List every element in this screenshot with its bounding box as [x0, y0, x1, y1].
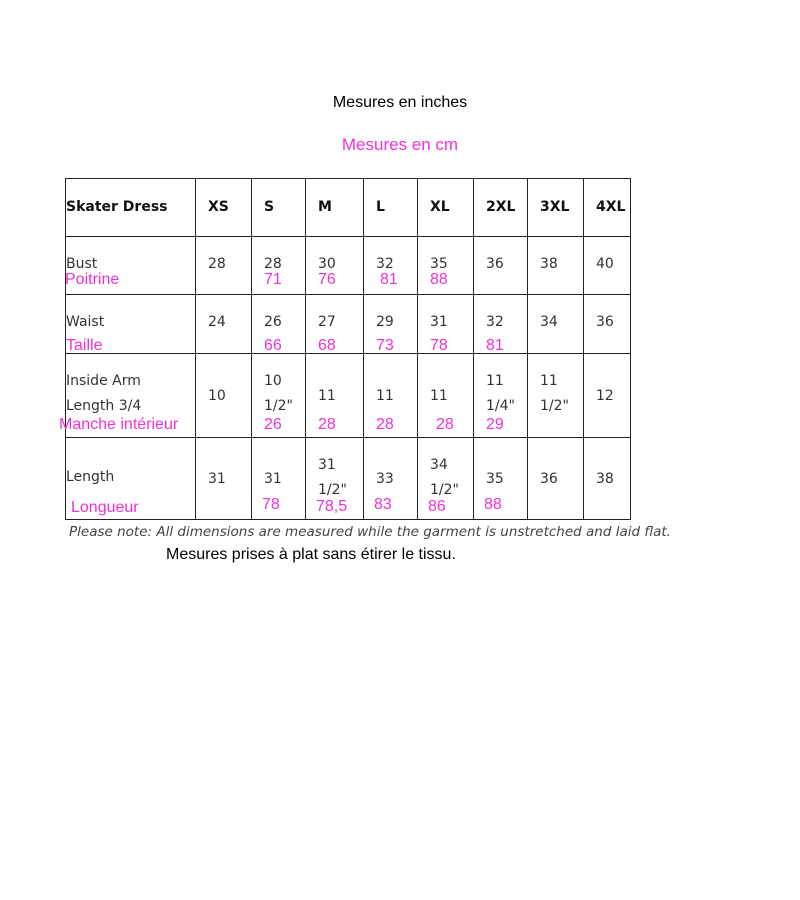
inch-value: 28	[208, 256, 226, 272]
size-value-cell	[252, 295, 306, 354]
inch-value: 11	[318, 388, 336, 404]
inch-value: 28	[264, 256, 282, 272]
cm-value: 86	[428, 498, 446, 515]
size-value-cell	[528, 295, 584, 354]
table-row	[66, 237, 631, 295]
size-value-cell	[584, 237, 631, 295]
size-value-cell	[528, 354, 584, 438]
header-cell-size	[252, 179, 306, 237]
cm-value: 29	[486, 416, 504, 433]
size-value-cell	[528, 438, 584, 520]
size-value-cell	[528, 237, 584, 295]
header-cell-size	[528, 179, 584, 237]
inch-value: 38	[540, 256, 558, 272]
size-value-cell	[364, 354, 418, 438]
inch-value: 1/2"	[264, 398, 293, 414]
inch-value: 36	[486, 256, 504, 272]
cm-value: 81	[380, 271, 398, 288]
cm-value: 78	[262, 496, 280, 513]
row-label-fr: Taille	[66, 337, 103, 354]
header-cell-size	[584, 179, 631, 237]
size-label: M	[318, 199, 332, 215]
size-value-cell	[474, 237, 528, 295]
inch-value: 24	[208, 314, 226, 330]
inch-value: 30	[318, 256, 336, 272]
measurement-note-fr: Mesures prises à plat sans étirer le tissu.	[166, 546, 456, 563]
row-label-cell	[66, 237, 196, 295]
inch-value: 33	[376, 471, 394, 487]
inch-value: 36	[596, 314, 614, 330]
size-value-cell	[474, 438, 528, 520]
inch-value: 10	[208, 388, 226, 404]
header-cell-size	[474, 179, 528, 237]
cm-value: 28	[436, 416, 454, 433]
inch-value: 1/2"	[430, 482, 459, 498]
cm-value: 28	[318, 416, 336, 433]
size-value-cell	[364, 295, 418, 354]
row-label: Bust	[66, 256, 98, 272]
size-value-cell	[306, 354, 364, 438]
size-label: S	[264, 199, 275, 215]
title-cm: Mesures en cm	[341, 135, 459, 154]
inch-value: 11	[486, 373, 504, 389]
table-row	[66, 438, 631, 520]
cm-value: 71	[264, 271, 282, 288]
size-value-cell	[474, 354, 528, 438]
inch-value: 35	[486, 471, 504, 487]
inch-value: 31	[264, 471, 282, 487]
cm-value: 81	[486, 337, 504, 354]
header-cell-size	[418, 179, 474, 237]
row-label: Length 3/4	[66, 398, 142, 414]
header-cell-size	[364, 179, 418, 237]
size-value-cell	[584, 354, 631, 438]
row-label-cell	[66, 295, 196, 354]
inch-value: 11	[430, 388, 448, 404]
size-value-cell	[196, 354, 252, 438]
inch-value: 1/2"	[540, 398, 569, 414]
inch-value: 34	[430, 457, 448, 473]
inch-value: 38	[596, 471, 614, 487]
cm-value: 76	[318, 271, 336, 288]
cm-value: 73	[376, 337, 394, 354]
row-label: Length	[66, 469, 115, 485]
row-label: Waist	[66, 314, 105, 330]
title-inches: Mesures en inches	[332, 94, 468, 111]
cm-value: 78	[430, 337, 448, 354]
cm-value: 26	[264, 416, 282, 433]
row-label-fr: Manche intérieur	[59, 416, 179, 433]
header-cell-size	[306, 179, 364, 237]
size-label: XS	[208, 199, 229, 215]
cm-value: 68	[318, 337, 336, 354]
inch-value: 34	[540, 314, 558, 330]
cm-value: 78,5	[316, 498, 348, 515]
inch-value: 26	[264, 314, 282, 330]
cm-value: 83	[374, 496, 392, 513]
header-cell-size	[196, 179, 252, 237]
size-value-cell	[584, 295, 631, 354]
size-value-cell	[418, 295, 474, 354]
size-value-cell	[418, 438, 474, 520]
size-value-cell	[364, 237, 418, 295]
size-value-cell	[418, 237, 474, 295]
header-cell-product	[66, 179, 196, 237]
size-label: 4XL	[596, 199, 626, 215]
inch-value: 36	[540, 471, 558, 487]
size-value-cell	[196, 237, 252, 295]
cm-value: 66	[264, 337, 282, 354]
size-value-cell	[306, 295, 364, 354]
size-value-cell	[252, 354, 306, 438]
inch-value: 31	[430, 314, 448, 330]
inch-value: 35	[430, 256, 448, 272]
table-row	[66, 295, 631, 354]
size-value-cell	[474, 295, 528, 354]
size-value-cell	[306, 438, 364, 520]
inch-value: 11	[540, 373, 558, 389]
size-value-cell	[364, 438, 418, 520]
size-value-cell	[252, 438, 306, 520]
inch-value: 32	[486, 314, 504, 330]
table-row	[66, 354, 631, 438]
size-label: L	[376, 199, 385, 215]
size-value-cell	[306, 237, 364, 295]
row-label-fr: Longueur	[71, 499, 139, 516]
product-name: Skater Dress	[66, 199, 168, 215]
size-value-cell	[196, 438, 252, 520]
size-label: 2XL	[486, 199, 516, 215]
measurement-note: Please note: All dimensions are measured while the garment is unstretched and laid flat.	[69, 524, 671, 540]
cm-value: 28	[376, 416, 394, 433]
inch-value: 12	[596, 388, 614, 404]
inch-value: 40	[596, 256, 614, 272]
inch-value: 29	[376, 314, 394, 330]
row-label-fr: Poitrine	[65, 271, 120, 288]
size-value-cell	[196, 295, 252, 354]
size-label: XL	[430, 199, 450, 215]
row-label-cell	[66, 438, 196, 520]
inch-value: 10	[264, 373, 282, 389]
size-value-cell	[584, 438, 631, 520]
size-label: 3XL	[540, 199, 570, 215]
size-value-cell	[418, 354, 474, 438]
inch-value: 27	[318, 314, 336, 330]
inch-value: 1/2"	[318, 482, 347, 498]
inch-value: 11	[376, 388, 394, 404]
inch-value: 1/4"	[486, 398, 515, 414]
cm-value: 88	[484, 496, 502, 513]
row-label-cell	[59, 354, 196, 438]
inch-value: 32	[376, 256, 394, 272]
inch-value: 31	[208, 471, 226, 487]
size-chart-table	[59, 178, 631, 520]
row-label: Inside Arm	[66, 373, 141, 389]
size-value-cell	[252, 237, 306, 295]
inch-value: 31	[318, 457, 336, 473]
cm-value: 88	[430, 271, 448, 288]
